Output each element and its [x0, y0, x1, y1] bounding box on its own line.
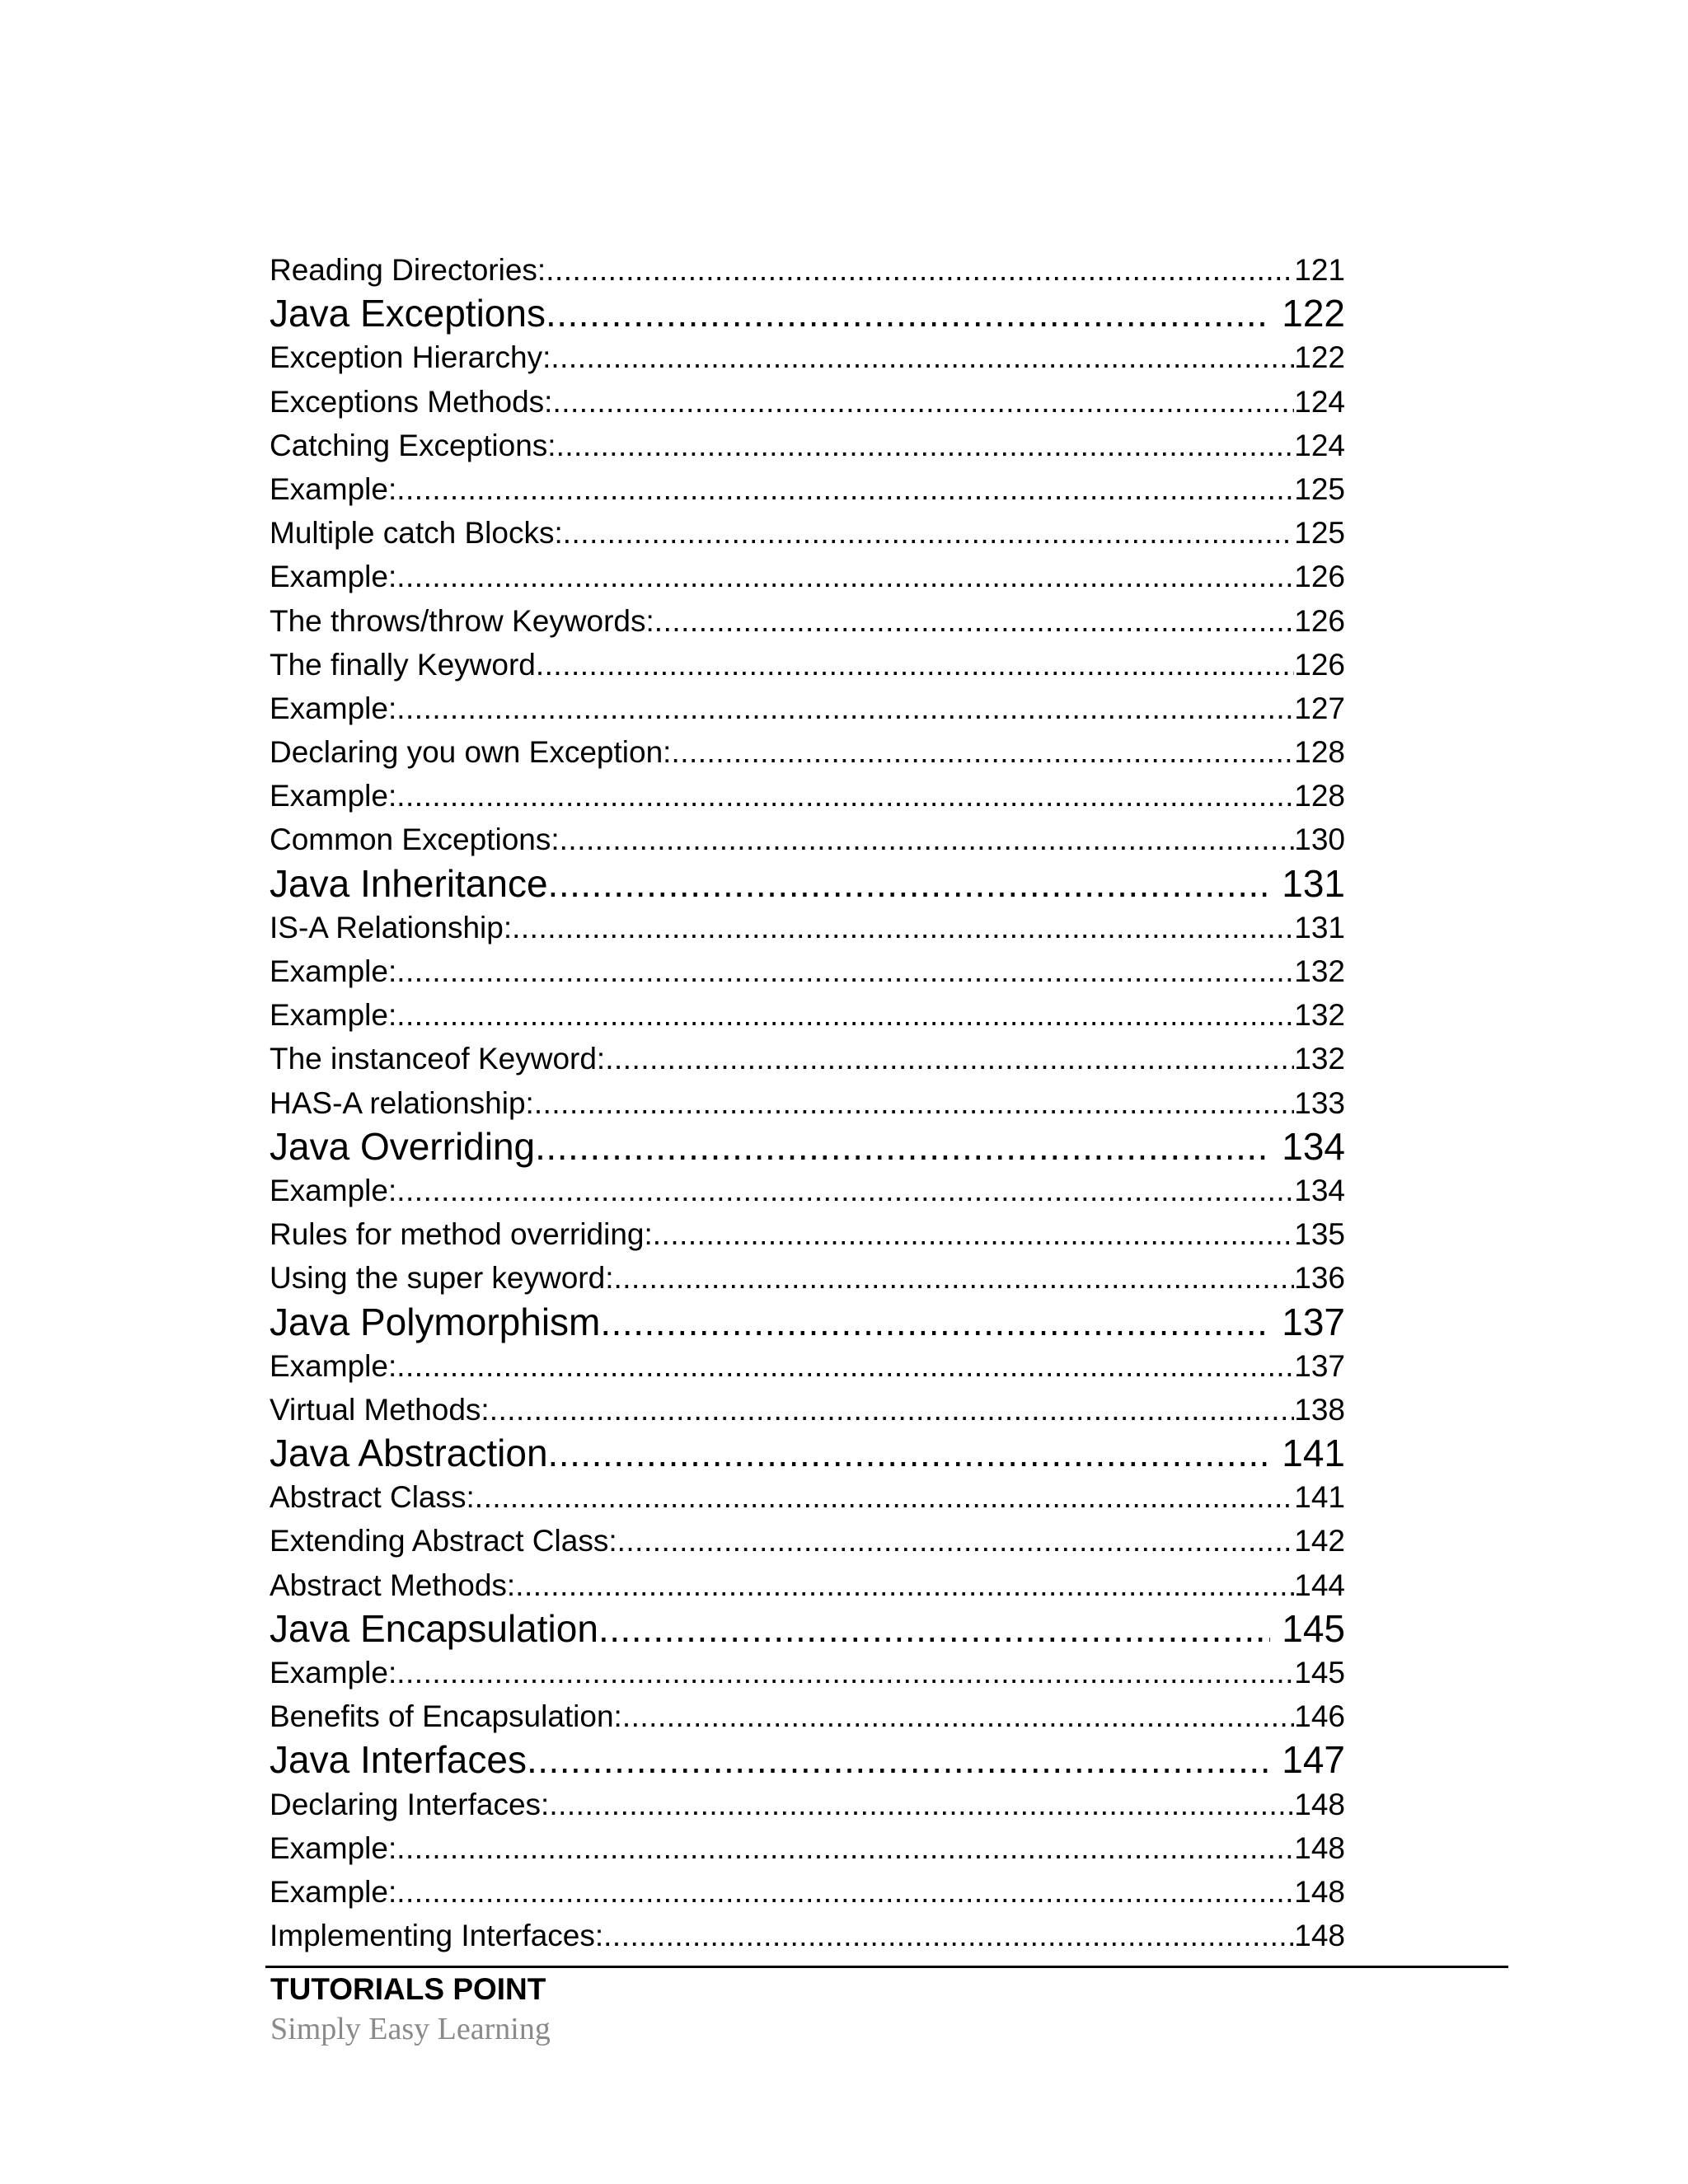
toc-entry[interactable] — [270, 1783, 1345, 1826]
toc-entry-title: Rules for method overriding: — [270, 1217, 653, 1252]
toc-entry-title: Exception Hierarchy: — [270, 340, 551, 375]
toc-dot-leader — [536, 643, 1294, 687]
toc-entry-page-number: 138 — [1294, 1392, 1345, 1427]
toc-entry-title: Java Interfaces — [270, 1738, 527, 1782]
toc-entry[interactable] — [270, 1563, 1345, 1607]
toc-entry[interactable] — [270, 949, 1345, 993]
toc-entry-page-number: 144 — [1294, 1568, 1345, 1602]
toc-entry-title: Benefits of Encapsulation: — [270, 1699, 622, 1734]
toc-entry-page-number: 141 — [1282, 1432, 1345, 1475]
toc-entry[interactable] — [270, 818, 1345, 861]
toc-entry-page-number: 148 — [1294, 1874, 1345, 1909]
toc-entry-title: Example: — [270, 1830, 397, 1865]
footer-brand: TUTORIALS POINT — [270, 1972, 546, 2006]
toc-entry-page-number: 128 — [1294, 735, 1345, 770]
toc-entry-title: HAS-A relationship: — [270, 1085, 534, 1120]
toc-entry-page-number: 132 — [1294, 998, 1345, 1033]
toc-entry-title: Example: — [270, 691, 397, 725]
toc-entry-title: Example: — [270, 560, 397, 594]
toc-entry-page-number: 131 — [1294, 910, 1345, 944]
toc-entry-page-number: 125 — [1294, 516, 1345, 551]
toc-dot-leader — [396, 555, 1294, 598]
toc-dot-leader — [552, 380, 1294, 424]
toc-chapter-entry[interactable] — [270, 862, 1345, 906]
toc-entry-title: Java Overriding — [270, 1124, 536, 1168]
toc-entry-page-number: 124 — [1294, 428, 1345, 462]
toc-entry-page-number: 146 — [1294, 1699, 1345, 1734]
toc-entry-title: The throws/throw Keywords: — [270, 603, 654, 638]
toc-entry-page-number: 121 — [1294, 253, 1345, 287]
toc-entry-page-number: 125 — [1294, 471, 1345, 506]
toc-dot-leader — [613, 1256, 1294, 1300]
toc-entry-title: Exceptions Methods: — [270, 384, 553, 419]
toc-entry[interactable] — [270, 1475, 1345, 1519]
toc-dot-leader — [396, 1870, 1294, 1914]
toc-entry[interactable] — [270, 599, 1345, 643]
toc-chapter-entry[interactable] — [270, 1738, 1345, 1782]
toc-dot-leader — [549, 1783, 1294, 1826]
toc-dot-leader — [396, 1169, 1294, 1212]
toc-entry-title: Reading Directories: — [270, 253, 546, 287]
toc-entry-title: Example: — [270, 1173, 397, 1207]
toc-entry-title: Abstract Class: — [270, 1480, 475, 1515]
toc-dot-leader — [490, 1388, 1295, 1432]
toc-entry[interactable] — [270, 687, 1345, 730]
toc-entry-page-number: 147 — [1282, 1738, 1345, 1782]
toc-dot-leader — [475, 1475, 1294, 1519]
toc-entry-page-number: 122 — [1282, 292, 1345, 335]
toc-entry-title: The instanceof Keyword: — [270, 1042, 606, 1076]
toc-entry[interactable] — [270, 1388, 1345, 1432]
toc-entry-title: Example: — [270, 471, 397, 506]
toc-entry-page-number: 134 — [1294, 1173, 1345, 1207]
toc-entry-page-number: 126 — [1294, 560, 1345, 594]
toc-entry-page-number: 148 — [1294, 1787, 1345, 1821]
toc-chapter-entry[interactable] — [270, 1607, 1345, 1651]
toc-entry-title: Java Exceptions — [270, 292, 546, 335]
toc-entry[interactable] — [270, 335, 1345, 379]
toc-dot-leader — [563, 511, 1295, 555]
toc-dot-leader — [396, 1651, 1294, 1694]
toc-dot-leader — [551, 335, 1294, 379]
toc-entry[interactable] — [270, 467, 1345, 511]
toc-entry-title: Common Exceptions: — [270, 823, 560, 857]
table-of-contents — [270, 248, 1345, 1957]
footer-tagline: Simply Easy Learning — [270, 2012, 551, 2046]
toc-entry[interactable] — [270, 248, 1345, 292]
toc-entry[interactable] — [270, 730, 1345, 774]
toc-entry[interactable] — [270, 1651, 1345, 1694]
toc-entry-title: Multiple catch Blocks: — [270, 516, 563, 551]
toc-entry-page-number: 127 — [1294, 691, 1345, 725]
toc-entry-page-number: 132 — [1294, 954, 1345, 988]
toc-entry-title: Java Abstraction — [270, 1432, 548, 1475]
toc-entry-title: Using the super keyword: — [270, 1261, 614, 1296]
toc-entry-title: Example: — [270, 998, 397, 1033]
toc-entry-title: Java Encapsulation — [270, 1606, 598, 1650]
toc-entry-title: Example: — [270, 1874, 397, 1909]
toc-entry-title: Virtual Methods: — [270, 1392, 490, 1427]
toc-chapter-entry[interactable] — [270, 1432, 1345, 1475]
toc-entry[interactable] — [270, 511, 1345, 555]
toc-entry-page-number: 128 — [1294, 779, 1345, 813]
toc-dot-leader — [560, 818, 1295, 861]
toc-entry[interactable] — [270, 1870, 1345, 1914]
toc-dot-leader — [396, 1826, 1294, 1870]
toc-dot-leader — [396, 687, 1294, 730]
toc-entry-page-number: 145 — [1282, 1606, 1345, 1650]
toc-dot-leader — [622, 1694, 1294, 1738]
toc-dot-leader — [548, 862, 1271, 906]
toc-dot-leader — [396, 467, 1294, 511]
toc-dot-leader — [605, 1037, 1294, 1080]
toc-entry[interactable] — [270, 1914, 1345, 1957]
toc-entry-page-number: 148 — [1294, 1830, 1345, 1865]
toc-entry-title: Extending Abstract Class: — [270, 1524, 617, 1558]
toc-dot-leader — [653, 1212, 1294, 1256]
toc-entry[interactable] — [270, 1169, 1345, 1212]
footer-divider — [265, 1966, 1508, 1968]
toc-entry[interactable] — [270, 424, 1345, 467]
toc-dot-leader — [598, 1607, 1270, 1651]
toc-entry-page-number: 148 — [1294, 1919, 1345, 1953]
toc-entry-page-number: 141 — [1294, 1480, 1345, 1515]
toc-entry-page-number: 136 — [1294, 1261, 1345, 1296]
toc-dot-leader — [396, 774, 1294, 818]
toc-entry-title: The finally Keyword — [270, 647, 536, 682]
toc-entry[interactable] — [270, 555, 1345, 598]
toc-entry[interactable] — [270, 993, 1345, 1037]
toc-entry[interactable] — [270, 380, 1345, 424]
toc-entry[interactable] — [270, 1212, 1345, 1256]
toc-entry-title: Example: — [270, 1348, 397, 1383]
toc-entry-page-number: 135 — [1294, 1217, 1345, 1252]
toc-entry-title: Java Polymorphism — [270, 1300, 601, 1343]
toc-dot-leader — [535, 1125, 1270, 1169]
toc-entry-title: Example: — [270, 1656, 397, 1690]
toc-dot-leader — [515, 1563, 1294, 1607]
toc-dot-leader — [546, 248, 1294, 292]
toc-chapter-entry[interactable] — [270, 1125, 1345, 1169]
toc-entry-page-number: 142 — [1294, 1524, 1345, 1558]
toc-dot-leader — [396, 993, 1294, 1037]
toc-entry[interactable] — [270, 1256, 1345, 1300]
toc-entry[interactable] — [270, 1344, 1345, 1388]
toc-dot-leader — [546, 292, 1270, 335]
toc-entry-page-number: 126 — [1294, 647, 1345, 682]
toc-entry-title: Java Inheritance — [270, 861, 548, 905]
toc-dot-leader — [671, 730, 1294, 774]
toc-chapter-entry[interactable] — [270, 1301, 1345, 1344]
toc-entry-page-number: 134 — [1282, 1124, 1345, 1168]
toc-entry[interactable] — [270, 1826, 1345, 1870]
toc-dot-leader — [600, 1301, 1270, 1344]
toc-entry-page-number: 133 — [1294, 1085, 1345, 1120]
toc-entry-page-number: 124 — [1294, 384, 1345, 419]
toc-chapter-entry[interactable] — [270, 292, 1345, 335]
toc-entry-title: Example: — [270, 779, 397, 813]
toc-dot-leader — [396, 949, 1294, 993]
toc-dot-leader — [396, 1344, 1294, 1388]
toc-entry-title: Catching Exceptions: — [270, 428, 556, 462]
toc-entry-page-number: 132 — [1294, 1042, 1345, 1076]
toc-dot-leader — [512, 906, 1294, 949]
toc-entry[interactable] — [270, 774, 1345, 818]
toc-entry[interactable] — [270, 1519, 1345, 1563]
toc-dot-leader — [548, 1432, 1271, 1475]
toc-dot-leader — [556, 424, 1295, 467]
toc-dot-leader — [527, 1738, 1270, 1782]
toc-dot-leader — [617, 1519, 1295, 1563]
toc-entry-title: Declaring Interfaces: — [270, 1787, 550, 1821]
toc-dot-leader — [603, 1914, 1294, 1957]
toc-entry[interactable] — [270, 1694, 1345, 1738]
toc-entry-page-number: 145 — [1294, 1656, 1345, 1690]
toc-entry-title: Example: — [270, 954, 397, 988]
toc-entry-page-number: 122 — [1294, 340, 1345, 375]
toc-entry-page-number: 137 — [1294, 1348, 1345, 1383]
toc-entry-title: Implementing Interfaces: — [270, 1919, 604, 1953]
toc-entry-title: IS-A Relationship: — [270, 910, 513, 944]
toc-dot-leader — [654, 599, 1294, 643]
toc-entry-title: Abstract Methods: — [270, 1568, 516, 1602]
toc-entry-page-number: 126 — [1294, 603, 1345, 638]
toc-entry[interactable] — [270, 906, 1345, 949]
toc-entry-page-number: 137 — [1282, 1300, 1345, 1343]
toc-dot-leader — [534, 1081, 1294, 1125]
toc-entry[interactable] — [270, 643, 1345, 687]
toc-entry[interactable] — [270, 1081, 1345, 1125]
toc-entry-title: Declaring you own Exception: — [270, 735, 672, 770]
toc-entry-page-number: 130 — [1294, 823, 1345, 857]
toc-entry-page-number: 131 — [1282, 861, 1345, 905]
toc-entry[interactable] — [270, 1037, 1345, 1080]
